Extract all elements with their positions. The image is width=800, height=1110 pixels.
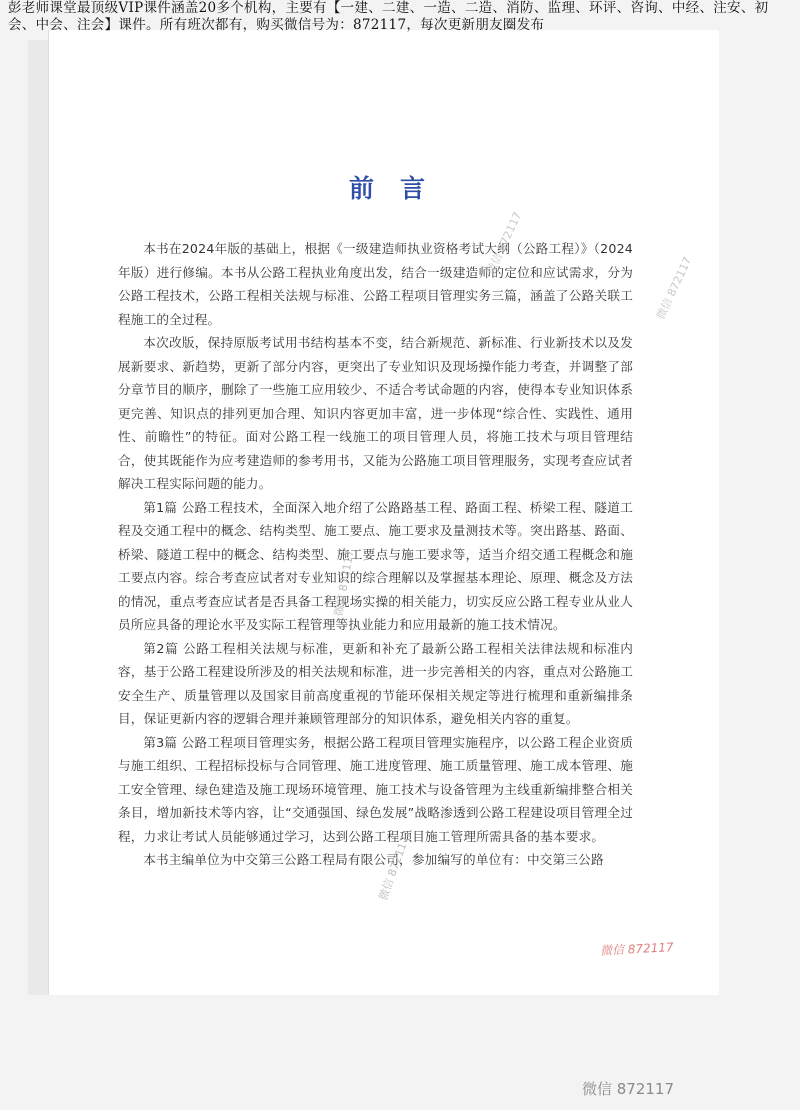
paragraph-3: 第1篇 公路工程技术，全面深入地介绍了公路路基工程、路面工程、桥梁工程、隧道工程及交通工程中的概念、结构类型、施工要点、施工要求及量测技术等。突出路基、路面、桥梁、隧道工程中的概念、结构类型、施工要点与施工要求等，适当介绍交通工程概念和施工要点内容。综合考查应试者对专业知识的综合理解以及掌握基本理论、原理、概念及方法的情况，重点考查应试者是否具备工程现场实操的相关能力，切实反应公路工程专业从业人员所应具备的理论水平及实际工程管理等执业能力和应用最新的施工技术情况。 — [118, 499, 633, 632]
watermark-bottom-right: 微信 872117 — [581, 1080, 674, 1098]
preface-body — [118, 237, 633, 872]
watermark-diagonal: 微信 872117 — [331, 548, 357, 618]
watermark-diagonal: 微信 872117 — [376, 834, 412, 903]
paragraph-5: 第3篇 公路工程项目管理实务，根据公路工程项目管理实施程序，以公路工程企业资质与施工组织、工程招标投标与合同管理、施工进度管理、施工质量管理、施工成本管理、施工安全管理、绿色建造及施工现场环境管理、施工技术与设备管理为主线重新编排整合相关条目，增加新技术等内容，让“交通强国、绿色发展”战略渗透到公路工程建设项目管理全过程，力求让考试人员能够通过学习，达到公路工程项目施工管理所需具备的基本要求。 — [118, 734, 633, 844]
watermark-diagonal: 微信 872117 — [654, 254, 695, 322]
promo-banner: 彭老师课堂最顶级VIP课件涵盖20多个机构，主要有【一建、二建、一造、二造、消防、监理、环评、咨询、中经、注安、初会、中会、注会】课件。所有班次都有，购买微信号为：872117，每次更新朋友圈发布 — [8, 0, 769, 33]
paragraph-4: 第2篇 公路工程相关法规与标准，更新和补充了最新公路工程相关法律法规和标准内容，基于公路工程建设所涉及的相关法规和标准，进一步完善相关的内容，重点对公路施工安全生产、质量管理以及国家目前高度重视的节能环保相关规定等进行梳理和重新编排条目，保证更新内容的逻辑合理并兼顾管理部分的知识体系，避免相关内容的重复。 — [118, 640, 633, 726]
paragraph-1: 本书在2024年版的基础上，根据《一级建造师执业资格考试大纲（公路工程）》（2024年版）进行修编。本书从公路工程执业角度出发，结合一级建造师的定位和应试需求，分为公路工程技术，公路工程相关法规与标准、公路工程项目管理实务三篇，涵盖了公路关联工程施工的全过程。 — [118, 241, 633, 327]
paragraph-2: 本次改版，保持原版考试用书结构基本不变，结合新规范、新标准、行业新技术以及发展新要求、新趋势，更新了部分内容，更突出了专业知识及现场操作能力考查，并调整了部分章节目的顺序，删除了一些施工应用较少、不适合考试命题的内容，使得本专业知识体系更完善、知识点的排列更加合理、知识内容更加丰富，进一步体现“综合性、实践性、通用性、前瞻性”的特征。面对公路工程一线施工的项目管理人员，将施工技术与项目管理结合，使其既能作为应考建造师的参考用书，又能为公路施工项目管理服务，实现考查应试者解决工程实际问题的能力。 — [118, 335, 633, 491]
watermark-red-stamp: 微信 872117 — [599, 940, 674, 958]
page-title: 前言 — [348, 174, 451, 203]
watermark-diagonal: 微信 872117 — [484, 209, 525, 277]
paragraph-6: 本书主编单位为中交第三公路工程局有限公司，参加编写的单位有：中交第三公路 — [143, 852, 604, 867]
